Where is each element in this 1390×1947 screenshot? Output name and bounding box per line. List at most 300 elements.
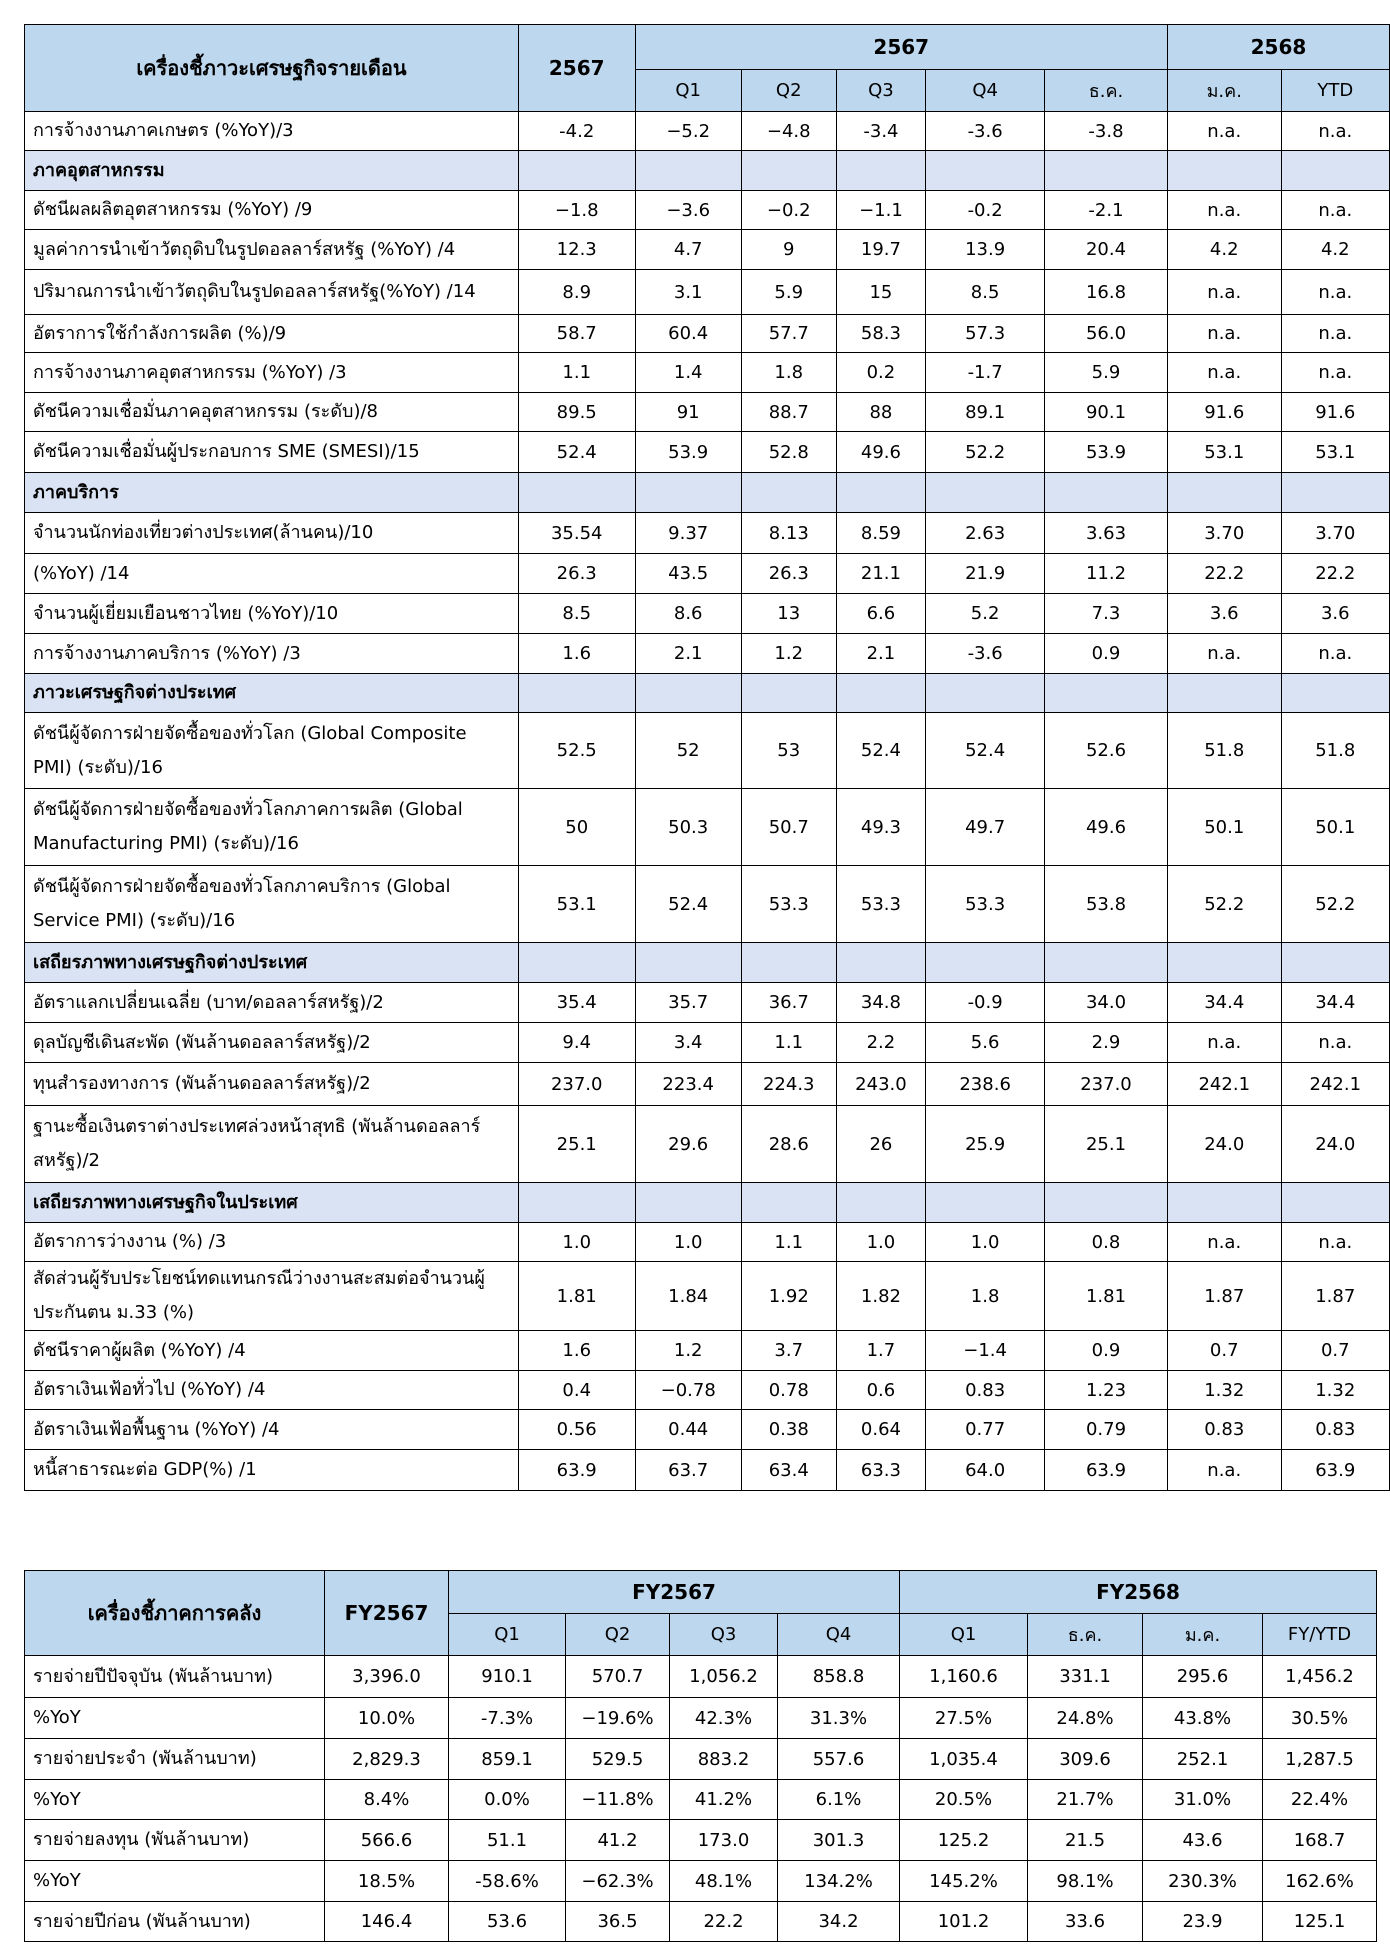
- value-cell: 168.7: [1263, 1820, 1377, 1861]
- value-cell: 1.0: [635, 1223, 741, 1262]
- section-heading: ภาคอุตสาหกรรม: [25, 151, 519, 191]
- table-row: [25, 432, 1390, 473]
- value-cell: 3.4: [635, 1023, 741, 1063]
- value-cell: 8.5: [926, 270, 1045, 315]
- value-cell: 53.1: [1167, 432, 1281, 473]
- value-cell: 4.2: [1281, 230, 1389, 270]
- table1-year-header: 2567: [518, 25, 635, 112]
- value-cell: 35.7: [635, 983, 741, 1023]
- row-label: จำนวนผู้เยี่ยมเยือนชาวไทย (%YoY)/10: [25, 594, 519, 634]
- value-cell: 25.1: [518, 1106, 635, 1183]
- row-label: (%YoY) /14: [25, 554, 519, 594]
- value-cell: 3.70: [1167, 513, 1281, 554]
- value-cell: 1.7: [836, 1331, 926, 1371]
- value-cell: 20.4: [1045, 230, 1168, 270]
- section-filler-cell: [635, 473, 741, 513]
- table-row: [25, 1262, 1390, 1331]
- row-label: ดัชนีความเชื่อมั่นภาคอุตสาหกรรม (ระดับ)/8: [25, 393, 519, 432]
- fiscal-indicators-table: [24, 1570, 1377, 1942]
- value-cell: 63.3: [836, 1450, 926, 1491]
- value-cell: 242.1: [1281, 1063, 1389, 1106]
- table-row: [25, 1410, 1390, 1450]
- value-cell: 8.4%: [325, 1780, 449, 1820]
- table-row: [25, 191, 1390, 230]
- value-cell: 98.1%: [1028, 1861, 1143, 1902]
- row-label: ดัชนีผลผลิตอุตสาหกรรม (%YoY) /9: [25, 191, 519, 230]
- value-cell: 41.2: [566, 1820, 670, 1861]
- row-label: อัตราการใช้กำลังการผลิต (%)/9: [25, 315, 519, 353]
- value-cell: n.a.: [1281, 191, 1389, 230]
- value-cell: 21.9: [926, 554, 1045, 594]
- col-header: Q3: [670, 1614, 778, 1656]
- value-cell: 22.2: [670, 1902, 778, 1942]
- value-cell: 52.2: [1167, 866, 1281, 943]
- value-cell: 52.4: [926, 713, 1045, 789]
- value-cell: 24.0: [1281, 1106, 1389, 1183]
- section-heading: เสถียรภาพทางเศรษฐกิจในประเทศ: [25, 1183, 519, 1223]
- table-row: [25, 634, 1390, 674]
- section-filler-cell: [635, 151, 741, 191]
- value-cell: 42.3%: [670, 1698, 778, 1739]
- value-cell: 20.5%: [900, 1780, 1028, 1820]
- value-cell: 134.2%: [778, 1861, 900, 1902]
- value-cell: 89.1: [926, 393, 1045, 432]
- value-cell: 34.4: [1281, 983, 1389, 1023]
- table-row: [25, 230, 1390, 270]
- value-cell: 30.5%: [1263, 1698, 1377, 1739]
- value-cell: 8.5: [518, 594, 635, 634]
- value-cell: 1.92: [741, 1262, 836, 1331]
- section-filler-cell: [518, 674, 635, 713]
- value-cell: 2,829.3: [325, 1739, 449, 1780]
- value-cell: 26.3: [518, 554, 635, 594]
- value-cell: 1.23: [1045, 1371, 1168, 1410]
- col-header: YTD: [1281, 70, 1389, 112]
- value-cell: 52: [635, 713, 741, 789]
- table2-group-fy2567: FY2567: [449, 1571, 900, 1614]
- value-cell: n.a.: [1281, 270, 1389, 315]
- value-cell: 89.5: [518, 393, 635, 432]
- value-cell: 0.83: [1167, 1410, 1281, 1450]
- value-cell: 1.8: [741, 353, 836, 393]
- economic-indicators-table: [24, 24, 1390, 1491]
- value-cell: 51.8: [1281, 713, 1389, 789]
- value-cell: 0.6: [836, 1371, 926, 1410]
- row-label: ดุลบัญชีเดินสะพัด (พันล้านดอลลาร์สหรัฐ)/2: [25, 1023, 519, 1063]
- value-cell: 3.7: [741, 1331, 836, 1371]
- table-row: [25, 1820, 1377, 1861]
- section-filler-cell: [836, 151, 926, 191]
- table-row: [25, 1739, 1377, 1780]
- table-row: [25, 353, 1390, 393]
- table-row: [25, 1861, 1377, 1902]
- value-cell: 301.3: [778, 1820, 900, 1861]
- value-cell: 1.6: [518, 634, 635, 674]
- value-cell: 53.1: [518, 866, 635, 943]
- value-cell: 224.3: [741, 1063, 836, 1106]
- value-cell: n.a.: [1281, 353, 1389, 393]
- value-cell: 36.7: [741, 983, 836, 1023]
- table-row: [25, 1023, 1390, 1063]
- value-cell: 53.3: [926, 866, 1045, 943]
- value-cell: 50.1: [1167, 789, 1281, 866]
- value-cell: 88: [836, 393, 926, 432]
- value-cell: −4.8: [741, 112, 836, 151]
- value-cell: 10.0%: [325, 1698, 449, 1739]
- value-cell: 25.9: [926, 1106, 1045, 1183]
- row-label: สัดส่วนผู้รับประโยชน์ทดแทนกรณีว่างงานสะสมต่อจำนวนผู้ประกันตน ม.33 (%): [25, 1262, 519, 1331]
- section-filler-cell: [926, 151, 1045, 191]
- section-filler-cell: [635, 1183, 741, 1223]
- value-cell: 49.6: [1045, 789, 1168, 866]
- value-cell: 53.9: [1045, 432, 1168, 473]
- value-cell: 34.2: [778, 1902, 900, 1942]
- section-filler-cell: [1045, 151, 1168, 191]
- col-header: Q1: [449, 1614, 566, 1656]
- value-cell: 1.0: [926, 1223, 1045, 1262]
- value-cell: 566.6: [325, 1820, 449, 1861]
- value-cell: 24.0: [1167, 1106, 1281, 1183]
- col-header: Q1: [635, 70, 741, 112]
- section-row: [25, 151, 1390, 191]
- value-cell: 1.1: [741, 1223, 836, 1262]
- row-label: หนี้สาธารณะต่อ GDP(%) /1: [25, 1450, 519, 1491]
- col-header: ธ.ค.: [1045, 70, 1168, 112]
- value-cell: 63.7: [635, 1450, 741, 1491]
- section-filler-cell: [1281, 473, 1389, 513]
- value-cell: 125.1: [1263, 1902, 1377, 1942]
- value-cell: 2.2: [836, 1023, 926, 1063]
- value-cell: 1.1: [741, 1023, 836, 1063]
- section-filler-cell: [1045, 1183, 1168, 1223]
- value-cell: 51.8: [1167, 713, 1281, 789]
- col-header: Q4: [926, 70, 1045, 112]
- value-cell: 1.82: [836, 1262, 926, 1331]
- value-cell: 52.8: [741, 432, 836, 473]
- col-header: Q2: [741, 70, 836, 112]
- value-cell: 1.0: [518, 1223, 635, 1262]
- value-cell: 0.38: [741, 1410, 836, 1450]
- value-cell: 35.4: [518, 983, 635, 1023]
- table-row: [25, 1450, 1390, 1491]
- value-cell: n.a.: [1281, 112, 1389, 151]
- row-label: มูลค่าการนำเข้าวัตถุดิบในรูปดอลลาร์สหรัฐ (%YoY) /4: [25, 230, 519, 270]
- value-cell: 52.2: [1281, 866, 1389, 943]
- value-cell: 1.87: [1167, 1262, 1281, 1331]
- table2-title: เครื่องชี้ภาคการคลัง: [25, 1571, 325, 1656]
- value-cell: 52.4: [518, 432, 635, 473]
- value-cell: 0.7: [1167, 1331, 1281, 1371]
- col-header: ม.ค.: [1143, 1614, 1263, 1656]
- section-filler-cell: [1045, 674, 1168, 713]
- table1-title: เครื่องชี้ภาวะเศรษฐกิจรายเดือน: [25, 25, 519, 112]
- section-filler-cell: [518, 151, 635, 191]
- value-cell: 21.5: [1028, 1820, 1143, 1861]
- value-cell: -4.2: [518, 112, 635, 151]
- table-row: [25, 393, 1390, 432]
- section-filler-cell: [1045, 943, 1168, 983]
- row-label: ดัชนีผู้จัดการฝ่ายจัดซื้อของทั่วโลกภาคการผลิต (Global Manufacturing PMI) (ระดับ)/16: [25, 789, 519, 866]
- value-cell: 1,056.2: [670, 1656, 778, 1698]
- value-cell: 1.6: [518, 1331, 635, 1371]
- col-header: ม.ค.: [1167, 70, 1281, 112]
- section-filler-cell: [518, 943, 635, 983]
- table-row: [25, 713, 1390, 789]
- value-cell: -58.6%: [449, 1861, 566, 1902]
- row-label: การจ้างงานภาคบริการ (%YoY) /3: [25, 634, 519, 674]
- value-cell: 52.2: [926, 432, 1045, 473]
- table-row: [25, 1223, 1390, 1262]
- row-label: การจ้างงานภาคอุตสาหกรรม (%YoY) /3: [25, 353, 519, 393]
- section-filler-cell: [926, 943, 1045, 983]
- section-filler-cell: [741, 473, 836, 513]
- value-cell: 33.6: [1028, 1902, 1143, 1942]
- col-header: Q1: [900, 1614, 1028, 1656]
- section-filler-cell: [635, 674, 741, 713]
- section-filler-cell: [1167, 674, 1281, 713]
- table-row: [25, 554, 1390, 594]
- table-row: [25, 1331, 1390, 1371]
- value-cell: 3.63: [1045, 513, 1168, 554]
- value-cell: 12.3: [518, 230, 635, 270]
- value-cell: 50.1: [1281, 789, 1389, 866]
- value-cell: 2.63: [926, 513, 1045, 554]
- row-label: ฐานะซื้อเงินตราต่างประเทศล่วงหน้าสุทธิ (พันล้านดอลลาร์สหรัฐ)/2: [25, 1106, 519, 1183]
- row-label: อัตราเงินเฟ้อทั่วไป (%YoY) /4: [25, 1371, 519, 1410]
- section-filler-cell: [926, 674, 1045, 713]
- section-row: [25, 674, 1390, 713]
- table-row: [25, 1371, 1390, 1410]
- table-row: [25, 1063, 1390, 1106]
- value-cell: 53.3: [741, 866, 836, 943]
- value-cell: 0.4: [518, 1371, 635, 1410]
- table-row: [25, 270, 1390, 315]
- value-cell: -3.6: [926, 634, 1045, 674]
- value-cell: 50.3: [635, 789, 741, 866]
- value-cell: n.a.: [1167, 634, 1281, 674]
- section-row: [25, 1183, 1390, 1223]
- value-cell: 0.77: [926, 1410, 1045, 1450]
- row-label: รายจ่ายปีก่อน (พันล้านบาท): [25, 1902, 325, 1942]
- value-cell: 2.9: [1045, 1023, 1168, 1063]
- value-cell: 1.81: [518, 1262, 635, 1331]
- value-cell: 2.1: [836, 634, 926, 674]
- row-label: การจ้างงานภาคเกษตร (%YoY)/3: [25, 112, 519, 151]
- section-filler-cell: [836, 473, 926, 513]
- section-filler-cell: [1167, 473, 1281, 513]
- value-cell: 64.0: [926, 1450, 1045, 1491]
- section-filler-cell: [1045, 473, 1168, 513]
- section-filler-cell: [1167, 151, 1281, 191]
- value-cell: -0.9: [926, 983, 1045, 1023]
- row-label: รายจ่ายลงทุน (พันล้านบาท): [25, 1820, 325, 1861]
- row-label: ดัชนีความเชื่อมั่นผู้ประกอบการ SME (SMESI)/15: [25, 432, 519, 473]
- value-cell: 6.6: [836, 594, 926, 634]
- value-cell: 23.9: [1143, 1902, 1263, 1942]
- value-cell: 145.2%: [900, 1861, 1028, 1902]
- value-cell: 1,160.6: [900, 1656, 1028, 1698]
- value-cell: 91.6: [1281, 393, 1389, 432]
- value-cell: 29.6: [635, 1106, 741, 1183]
- value-cell: 1.2: [741, 634, 836, 674]
- value-cell: -3.4: [836, 112, 926, 151]
- value-cell: 1.84: [635, 1262, 741, 1331]
- value-cell: 1.81: [1045, 1262, 1168, 1331]
- table-row: [25, 1698, 1377, 1739]
- section-filler-cell: [926, 1183, 1045, 1223]
- value-cell: 53.3: [836, 866, 926, 943]
- value-cell: 57.3: [926, 315, 1045, 353]
- section-filler-cell: [836, 674, 926, 713]
- value-cell: n.a.: [1167, 1223, 1281, 1262]
- value-cell: 58.3: [836, 315, 926, 353]
- value-cell: 31.3%: [778, 1698, 900, 1739]
- value-cell: 57.7: [741, 315, 836, 353]
- value-cell: n.a.: [1167, 315, 1281, 353]
- value-cell: 146.4: [325, 1902, 449, 1942]
- value-cell: 3.6: [1281, 594, 1389, 634]
- value-cell: 26.3: [741, 554, 836, 594]
- value-cell: 1,456.2: [1263, 1656, 1377, 1698]
- value-cell: 1.1: [518, 353, 635, 393]
- value-cell: 19.7: [836, 230, 926, 270]
- table2-year-header: FY2567: [325, 1571, 449, 1656]
- value-cell: 5.2: [926, 594, 1045, 634]
- value-cell: 1,035.4: [900, 1739, 1028, 1780]
- value-cell: 8.6: [635, 594, 741, 634]
- value-cell: 3,396.0: [325, 1656, 449, 1698]
- value-cell: 0.8: [1045, 1223, 1168, 1262]
- value-cell: n.a.: [1281, 1023, 1389, 1063]
- row-label: รายจ่ายปีปัจจุบัน (พันล้านบาท): [25, 1656, 325, 1698]
- value-cell: 5.9: [1045, 353, 1168, 393]
- value-cell: 570.7: [566, 1656, 670, 1698]
- value-cell: 60.4: [635, 315, 741, 353]
- value-cell: n.a.: [1167, 112, 1281, 151]
- table1-group-2568: 2568: [1167, 25, 1389, 70]
- value-cell: 0.7: [1281, 1331, 1389, 1371]
- value-cell: 1.32: [1167, 1371, 1281, 1410]
- value-cell: 8.13: [741, 513, 836, 554]
- value-cell: n.a.: [1281, 315, 1389, 353]
- table1-group-2567: 2567: [635, 25, 1167, 70]
- value-cell: 53.9: [635, 432, 741, 473]
- value-cell: 331.1: [1028, 1656, 1143, 1698]
- value-cell: 91: [635, 393, 741, 432]
- value-cell: 56.0: [1045, 315, 1168, 353]
- value-cell: 7.3: [1045, 594, 1168, 634]
- value-cell: 49.3: [836, 789, 926, 866]
- value-cell: 242.1: [1167, 1063, 1281, 1106]
- value-cell: 49.7: [926, 789, 1045, 866]
- section-heading: เสถียรภาพทางเศรษฐกิจต่างประเทศ: [25, 943, 519, 983]
- value-cell: 6.1%: [778, 1780, 900, 1820]
- value-cell: 9: [741, 230, 836, 270]
- row-label: อัตราการว่างงาน (%) /3: [25, 1223, 519, 1262]
- value-cell: 25.1: [1045, 1106, 1168, 1183]
- table-row: [25, 866, 1390, 943]
- value-cell: 859.1: [449, 1739, 566, 1780]
- row-label: ดัชนีผู้จัดการฝ่ายจัดซื้อของทั่วโลก (Global Composite PMI) (ระดับ)/16: [25, 713, 519, 789]
- value-cell: 36.5: [566, 1902, 670, 1942]
- value-cell: 309.6: [1028, 1739, 1143, 1780]
- value-cell: 1.2: [635, 1331, 741, 1371]
- value-cell: 1.8: [926, 1262, 1045, 1331]
- section-heading: ภาคบริการ: [25, 473, 519, 513]
- value-cell: 43.6: [1143, 1820, 1263, 1861]
- value-cell: 9.37: [635, 513, 741, 554]
- section-filler-cell: [1281, 943, 1389, 983]
- value-cell: 35.54: [518, 513, 635, 554]
- value-cell: 162.6%: [1263, 1861, 1377, 1902]
- value-cell: 91.6: [1167, 393, 1281, 432]
- value-cell: 13.9: [926, 230, 1045, 270]
- table-row: [25, 594, 1390, 634]
- row-label: %YoY: [25, 1780, 325, 1820]
- value-cell: 28.6: [741, 1106, 836, 1183]
- value-cell: 22.4%: [1263, 1780, 1377, 1820]
- value-cell: n.a.: [1167, 270, 1281, 315]
- value-cell: 230.3%: [1143, 1861, 1263, 1902]
- value-cell: 238.6: [926, 1063, 1045, 1106]
- value-cell: 125.2: [900, 1820, 1028, 1861]
- value-cell: 52.4: [836, 713, 926, 789]
- value-cell: 0.44: [635, 1410, 741, 1450]
- section-filler-cell: [1281, 151, 1389, 191]
- value-cell: -3.8: [1045, 112, 1168, 151]
- value-cell: 15: [836, 270, 926, 315]
- value-cell: 50.7: [741, 789, 836, 866]
- table-row: [25, 1106, 1390, 1183]
- value-cell: 0.64: [836, 1410, 926, 1450]
- value-cell: 1.0: [836, 1223, 926, 1262]
- value-cell: 49.6: [836, 432, 926, 473]
- value-cell: 53.1: [1281, 432, 1389, 473]
- row-label: ปริมาณการนำเข้าวัตถุดิบในรูปดอลลาร์สหรัฐ(%YoY) /14: [25, 270, 519, 315]
- value-cell: 9.4: [518, 1023, 635, 1063]
- value-cell: 173.0: [670, 1820, 778, 1861]
- value-cell: 88.7: [741, 393, 836, 432]
- value-cell: 3.6: [1167, 594, 1281, 634]
- value-cell: 1.87: [1281, 1262, 1389, 1331]
- value-cell: −3.6: [635, 191, 741, 230]
- value-cell: 0.56: [518, 1410, 635, 1450]
- section-filler-cell: [926, 473, 1045, 513]
- value-cell: 858.8: [778, 1656, 900, 1698]
- value-cell: 252.1: [1143, 1739, 1263, 1780]
- value-cell: 223.4: [635, 1063, 741, 1106]
- table-row: [25, 789, 1390, 866]
- value-cell: 0.9: [1045, 1331, 1168, 1371]
- value-cell: 31.0%: [1143, 1780, 1263, 1820]
- value-cell: 34.0: [1045, 983, 1168, 1023]
- row-label: %YoY: [25, 1861, 325, 1902]
- value-cell: 21.1: [836, 554, 926, 594]
- value-cell: 34.8: [836, 983, 926, 1023]
- value-cell: n.a.: [1167, 353, 1281, 393]
- table-row: [25, 112, 1390, 151]
- section-filler-cell: [836, 943, 926, 983]
- value-cell: 0.9: [1045, 634, 1168, 674]
- value-cell: n.a.: [1281, 634, 1389, 674]
- section-filler-cell: [635, 943, 741, 983]
- value-cell: 22.2: [1281, 554, 1389, 594]
- value-cell: -1.7: [926, 353, 1045, 393]
- table-row: [25, 513, 1390, 554]
- section-filler-cell: [1167, 943, 1281, 983]
- value-cell: 16.8: [1045, 270, 1168, 315]
- value-cell: 24.8%: [1028, 1698, 1143, 1739]
